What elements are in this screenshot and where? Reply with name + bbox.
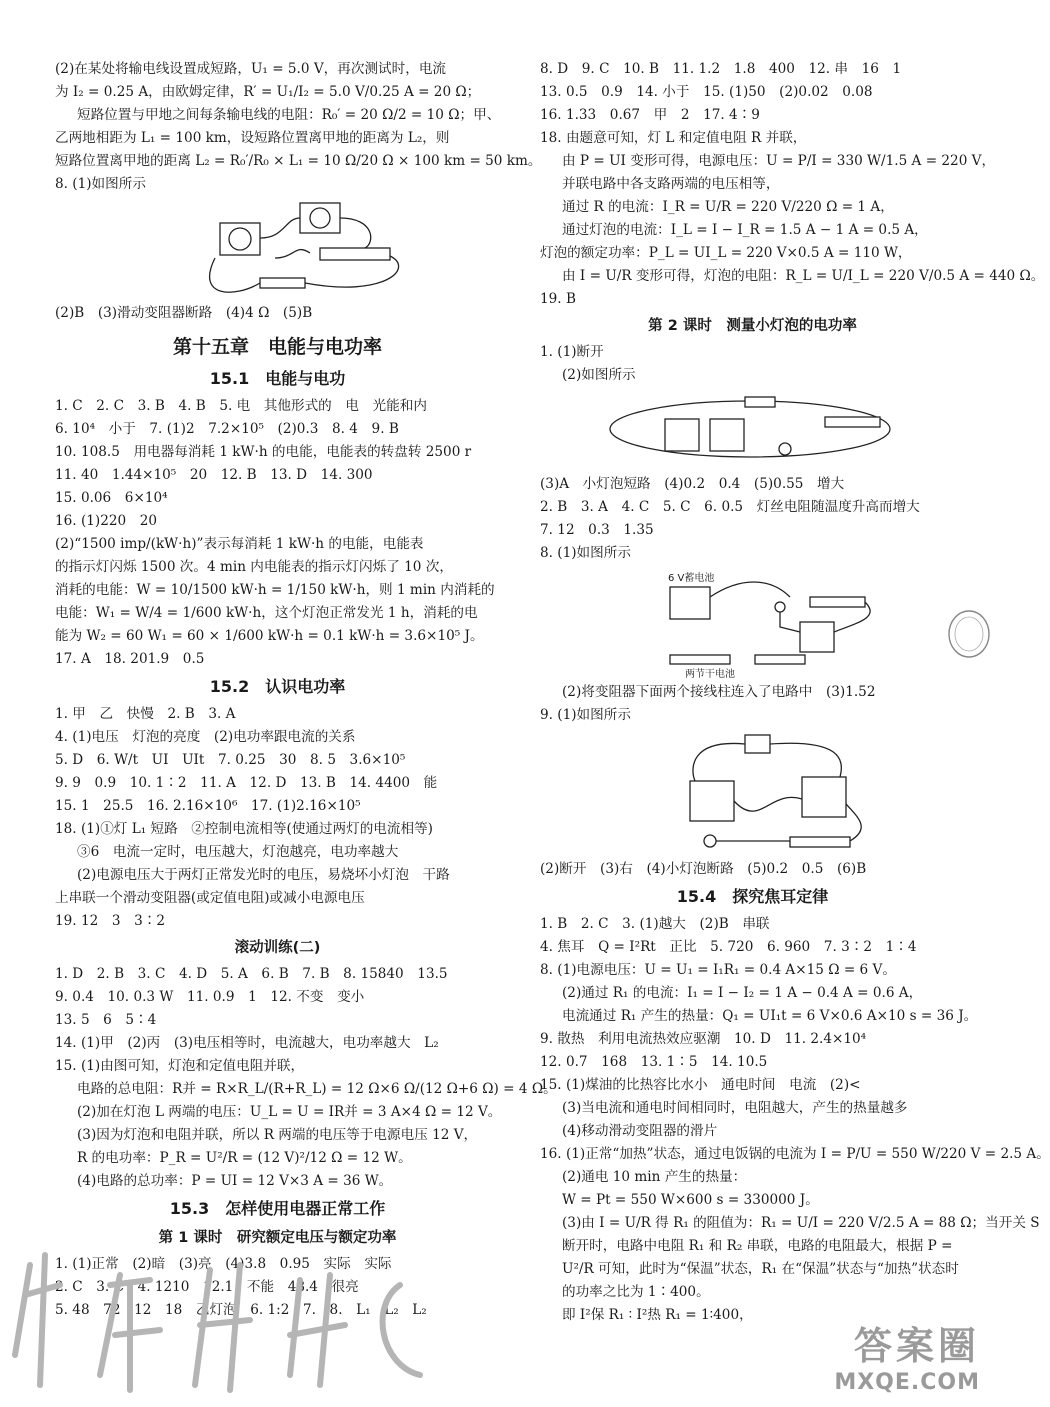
rolling-practice-title: 滚动训练(二) [234,940,321,956]
text-line: 短路位置与甲地之间每条输电线的电阻：R₀′ = 20 Ω/2 = 10 Ω；甲、 [77,107,501,123]
text-line: 16. (1)220 20 [55,513,158,529]
text-line: U²/R 可知，此时为“保温”状态，R₁ 在“保温”状态与“加热”状态时 [562,1261,959,1277]
text-line: 7. 12 0.3 1.35 [540,522,654,538]
text-line: 并联电路中各支路两端的电压相等， [562,176,780,192]
text-line: (3)因为灯泡和电阻并联，所以 R 两端的电压等于电源电压 12 V， [77,1127,478,1143]
section-title-15-3: 15.3 怎样使用电器正常工作 [169,1199,386,1218]
text-line: (3)A 小灯泡短路 (4)0.2 0.4 (5)0.55 增大 [540,476,845,492]
section-title-15-4: 15.4 探究焦耳定律 [676,887,829,906]
watermark-url: MXQE.COM [834,1370,980,1395]
answers-15-4 [540,913,1050,1327]
voltmeter-symbol [802,777,846,817]
dry-cell-symbol [755,655,805,664]
text-line: 10. 108.5 用电器每消耗 1 kW·h 的电能，电能表的转盘转 2500 r [55,444,472,460]
text-line: 灯泡的额定功率：P_L = UI_L = 220 V×0.5 A = 110 W， [540,245,912,261]
lamp-symbol [704,835,716,847]
text-line: 消耗的电能：W = 10/1500 kW·h = 1/150 kW·h，则 1 min 内消耗的 [55,582,495,598]
battery-symbol [260,278,305,288]
text-line: 8. (1)电源电压：U = U₁ = I₁R₁ = 0.4 A×15 Ω = 6 V。 [540,962,896,978]
chapter-title: 第十五章 电能与电功率 [172,336,382,358]
circuit-diagram [540,567,965,677]
text-line: 由 I = U/R 变形可得，灯泡的电阻：R_L = U/I_L = 220 V/0.5 A = 440 Ω。 [562,268,1045,284]
text-line: (2)电源电压大于两灯正常发光时的电压，易烧坏小灯泡 干路 [77,867,450,883]
text-line: (2)将变阻器下面两个接线柱连入了电路中 (3)1.52 [562,684,876,700]
stamp-mark [945,608,993,660]
text-line: (2)“1500 imp/(kW·h)”表示每消耗 1 kW·h 的电能，电能表 [55,536,424,552]
text-line: 18. 由题意可知，灯 L 和定值电阻 R 并联， [540,130,807,146]
text-line: 即 I²保 R₁ ∶ I²热 R₁ = 1∶400， [562,1307,753,1323]
answers-15-3-cont [540,58,1045,311]
text-line: (3)由 I = U/R 得 R₁ 的阻值为：R₁ = U/I = 220 V/2.5 A = 88 Ω；当开关 S [562,1215,1040,1231]
left-column [55,58,557,1322]
text-line: 9. 9 0.9 10. 1∶2 11. A 12. D 13. B 14. 4400 能 [55,775,438,791]
text-line: 电路的总电阻：R并 = R×R_L/(R+R_L) = 12 Ω×6 Ω/(12 Ω+6 Ω) = 4 Ω。 [77,1081,557,1097]
battery-symbol [745,735,770,753]
circuit-figure-2 [540,389,965,469]
text-line: R 的电功率：P_R = U²/R = (12 V)²/12 Ω = 12 W。 [77,1150,412,1166]
rheostat-symbol [810,597,865,607]
text-line: 1. C 2. C 3. B 4. B 5. 电 其他形式的 电 光能和内 [55,398,427,414]
text-line: 14. (1)甲 (2)丙 (3)电压相等时，电流越大，电功率越大 L₂ [55,1035,439,1051]
text-line: 1. B 2. C 3. (1)越大 (2)B 串联 [540,916,770,932]
text-line: 15. 0.06 6×10⁴ [55,490,168,506]
circuit-figure-4 [540,729,965,854]
text-line: 15. 1 25.5 16. 2.16×10⁶ 17. (1)2.16×10⁵ [55,798,361,814]
lamp-symbol [775,602,785,612]
text-line: (2)通过 R₁ 的电流：I₁ = I − I₂ = 1 A − 0.4 A = 0.6 A， [562,985,923,1001]
text-line: 由 P = UI 变形可得，电源电压：U = P/I = 330 W/1.5 A = 220 V， [562,153,996,169]
section-title-15-1: 15.1 电能与电功 [209,369,346,388]
ammeter-symbol [665,419,699,451]
text-line: 9. (1)如图所示 [540,707,631,723]
text-line: 12. 0.7 168 13. 1∶5 14. 10.5 [540,1054,768,1070]
text-line: 19. 12 3 3∶2 [55,913,165,929]
text-line: W = Pt = 550 W×600 s = 330000 J。 [562,1192,819,1208]
text-line: 8. D 9. C 10. B 11. 1.2 1.8 400 12. 串 16 1 [540,61,902,77]
text-line: 1. 甲 乙 快慢 2. B 3. A [55,706,236,722]
voltmeter-symbol [800,622,834,652]
figure-label: 两节干电池 [685,669,735,680]
text-line: 为 I₂ = 0.25 A，由欧姆定律，R′ = U₁/I₂ = 5.0 V/0.25 A = 20 Ω； [55,84,481,100]
watermark-logo-text: 答案圈 [853,1324,980,1368]
watermark [740,1323,980,1401]
text-line: 8. (1)如图所示 [540,545,631,561]
figure-label: 6 V蓄电池 [668,573,715,584]
text-line: 的功率之比为 1∶400。 [562,1284,710,1300]
text-line: 上串联一个滑动变阻器(或定值电阻)或减小电源电压 [55,890,365,906]
text-line: 16. 1.33 0.67 甲 2 17. 4∶9 [540,107,760,123]
text-line: 6. 10⁴ 小于 7. (1)2 7.2×10⁵ (2)0.3 8. 4 9. B [55,421,399,437]
circuit-diagram [55,198,500,298]
text-line: 5. D 6. W/t UI UIt 7. 0.25 30 8. 5 3.6×10⁵ [55,752,406,768]
rheostat-symbol [790,837,850,847]
circuit-diagram [540,729,965,854]
text-line: 18. (1)①灯 L₁ 短路 ②控制电流相等(使通过两灯的电流相等) [55,821,433,837]
text-line: 13. 5 6 5∶4 [55,1012,157,1028]
text-line: 13. 0.5 0.9 14. 小于 15. (1)50 (2)0.02 0.08 [540,84,873,100]
voltmeter-symbol [710,419,744,451]
text-line: 通过 R 的电流：I_R = U/R = 220 V/220 Ω = 1 A， [562,199,894,215]
answer-block-ohm [55,58,542,196]
text-line: 4. 焦耳 Q = I²Rt 正比 5. 720 6. 960 7. 3∶2 1∶4 [540,939,917,955]
text-line: 5. 48 72 12 18 乙灯泡 6. 1:2 7. 8. L₁ L₂ L₂ [55,1302,427,1318]
text-line: (2)加在灯泡 L 两端的电压：U_L = U = IR并 = 3 A×4 Ω = 12 V。 [77,1104,502,1120]
text-line: (2)如图所示 [562,367,636,383]
text-line: 17. A 18. 201.9 0.5 [55,651,205,667]
text-line: 11. 40 1.44×10⁵ 20 12. B 13. D 14. 300 [55,467,373,483]
handwriting-watermark [0,1225,470,1407]
text-line: 能为 W₂ = 60 W₁ = 60 × 1/600 kW·h = 0.1 kW·h = 3.6×10⁵ J。 [55,628,484,644]
text-line: 1. (1)断开 [540,344,604,360]
text-line: 9. 0.4 10. 0.3 W 11. 0.9 1 12. 不变 变小 [55,989,365,1005]
ammeter-symbol [690,781,734,821]
lesson-1-title: 第 1 课时 研究额定电压与额定功率 [158,1230,397,1246]
rheostat-symbol [320,248,390,260]
text-line: 乙两地相距为 L₁ = 100 km，设短路位置离甲地的距离为 L₂，则 [55,130,450,146]
answers-15-1 [55,395,500,671]
lamp-symbol [779,443,791,455]
text-line: 15. (1)煤油的比热容比水小 通电时间 电流 (2)< [540,1077,861,1093]
text-line: (4)移动滑动变阻器的滑片 [562,1123,718,1139]
text-line: (2)在某处将输电线设置成短路，U₁ = 5.0 V，再次测试时，电流 [55,61,447,77]
text-line: 1. D 2. B 3. C 4. D 5. A 6. B 7. B 8. 15840 13.5 [55,966,448,982]
text-line: (2)通电 10 min 产生的热量： [562,1169,747,1185]
text-line: (2)B (3)滑动变阻器断路 (4)4 Ω (5)B [55,305,313,321]
text-line: 电能：W₁ = W/4 = 1/600 kW·h，这个灯泡正常发光 1 h，消耗的电 [55,605,478,621]
lesson-2-title: 第 2 课时 测量小灯泡的电功率 [648,318,857,334]
section-title-15-2: 15.2 认识电功率 [209,677,346,696]
text-line: 1. (1)正常 (2)暗 (3)亮 (4)3.8 0.95 实际 实际 [55,1256,392,1272]
text-line: (4)电路的总功率：P = UI = 12 V×3 A = 36 W。 [77,1173,393,1189]
dry-cell-symbol [670,655,730,664]
answers-15-2 [55,703,500,933]
text-line: 2. C 3. C 4. 1210 12.1 不能 48.4 很亮 [55,1279,359,1295]
text-line: (3)当电流和通电时间相同时，电阻越大，产生的热量越多 [562,1100,908,1116]
text-line: (2)断开 (3)右 (4)小灯泡断路 (5)0.2 0.5 (6)B [540,861,867,877]
circuit-figure-3 [540,567,965,680]
text-line: 16. (1)正常“加热”状态，通过电饭锅的电流为 I = P/U = 550 W/220 V = 2.5 A。 [540,1146,1050,1162]
right-column [540,58,1050,1327]
text-line: 短路位置离甲地的距离 L₂ = R₀′/R₀ × L₁ = 10 Ω/20 Ω × 100 km = 50 km。 [55,153,542,169]
circuit-figure-1 [55,198,500,298]
text-line: 8. (1)如图所示 [55,176,146,192]
battery-pack-symbol [670,587,710,619]
text-line: 电流通过 R₁ 产生的热量：Q₁ = UI₁t = 6 V×0.6 A×10 s = 36 J。 [562,1008,978,1024]
text-line: ③6 电流一定时，电压越大，灯泡越亮，电功率越大 [77,844,399,860]
text-line: 通过灯泡的电流：I_L = I − I_R = 1.5 A − 1 A = 0.5 A， [562,222,928,238]
text-line: 4. (1)电压 灯泡的亮度 (2)电功率跟电流的关系 [55,729,356,745]
text-line: 的指示灯闪烁 1500 次。4 min 内电能表的指示灯闪烁了 10 次， [55,559,453,575]
circuit-diagram [540,389,965,469]
battery-symbol [745,397,775,407]
answers-rolling-practice [55,963,557,1193]
text-line: 15. (1)由图可知，灯泡和定值电阻并联， [55,1058,305,1074]
rheostat-symbol [825,417,880,427]
text-line: 2. B 3. A 4. C 5. C 6. 0.5 灯丝电阻随温度升高而增大 [540,499,920,515]
text-line: 9. 散热 利用电流热效应驱潮 10. D 11. 2.4×10⁴ [540,1031,867,1047]
text-line: 断开时，电路中电阻 R₁ 和 R₂ 串联，电路的电阻最大，根据 P = [562,1238,953,1254]
text-line: 19. B [540,291,576,307]
